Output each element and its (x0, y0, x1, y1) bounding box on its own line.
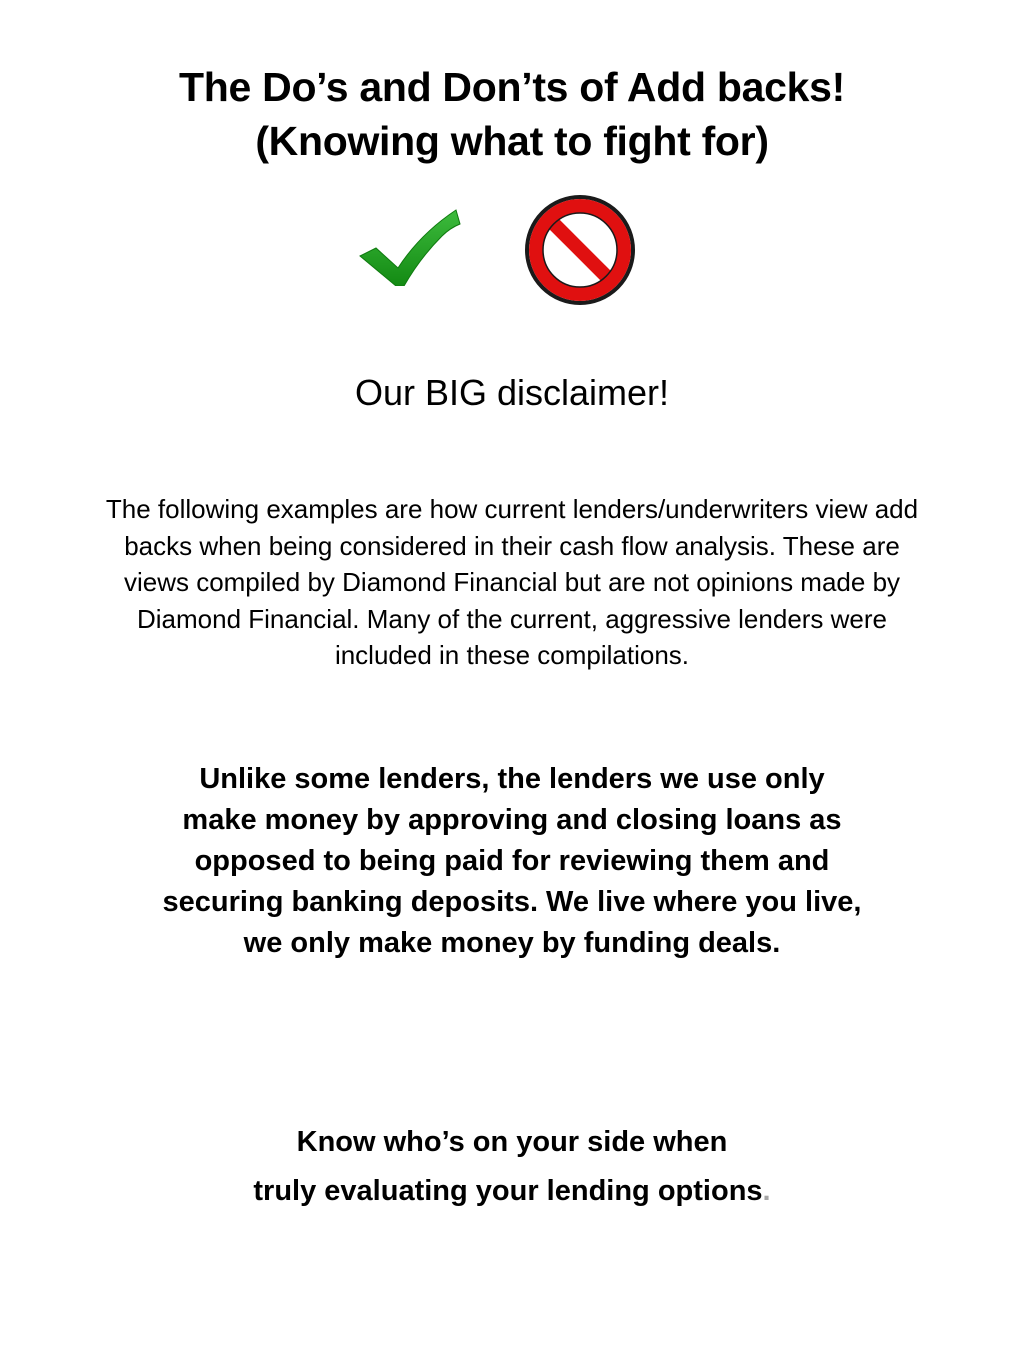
check-icon (358, 206, 462, 286)
disclaimer-heading: Our BIG disclaimer! (354, 372, 670, 413)
icon-row (0, 190, 1024, 315)
disclaimer-text: The following examples are how current lenders/underwriters view add backs when being considered in their cash flow analysis. These are views compiled by Diamond Financial but are not opinions made by Diamond Financial. Many of the current, aggressive lenders were included in these compilations. (105, 494, 919, 670)
page-title (0, 60, 1024, 168)
closing-period: . (762, 1175, 771, 1207)
title-line-1: The Do’s and Don’ts of Add backs! (179, 64, 845, 110)
closing-statement (0, 1118, 1024, 1216)
title-line-2: (Knowing what to fight for) (255, 118, 769, 164)
closing-line-2 (0, 1167, 1024, 1216)
closing-line-1: Know who’s on your side when (296, 1126, 728, 1158)
closing-line-2-text: truly evaluating your lending options (253, 1175, 763, 1207)
no-sign-icon (520, 190, 640, 310)
lender-statement: Unlike some lenders, the lenders we use only make money by approving and closing loans as opposed to being paid for reviewing them and securing banking deposits. We live where you live, we only make money by funding deals. (162, 763, 862, 959)
